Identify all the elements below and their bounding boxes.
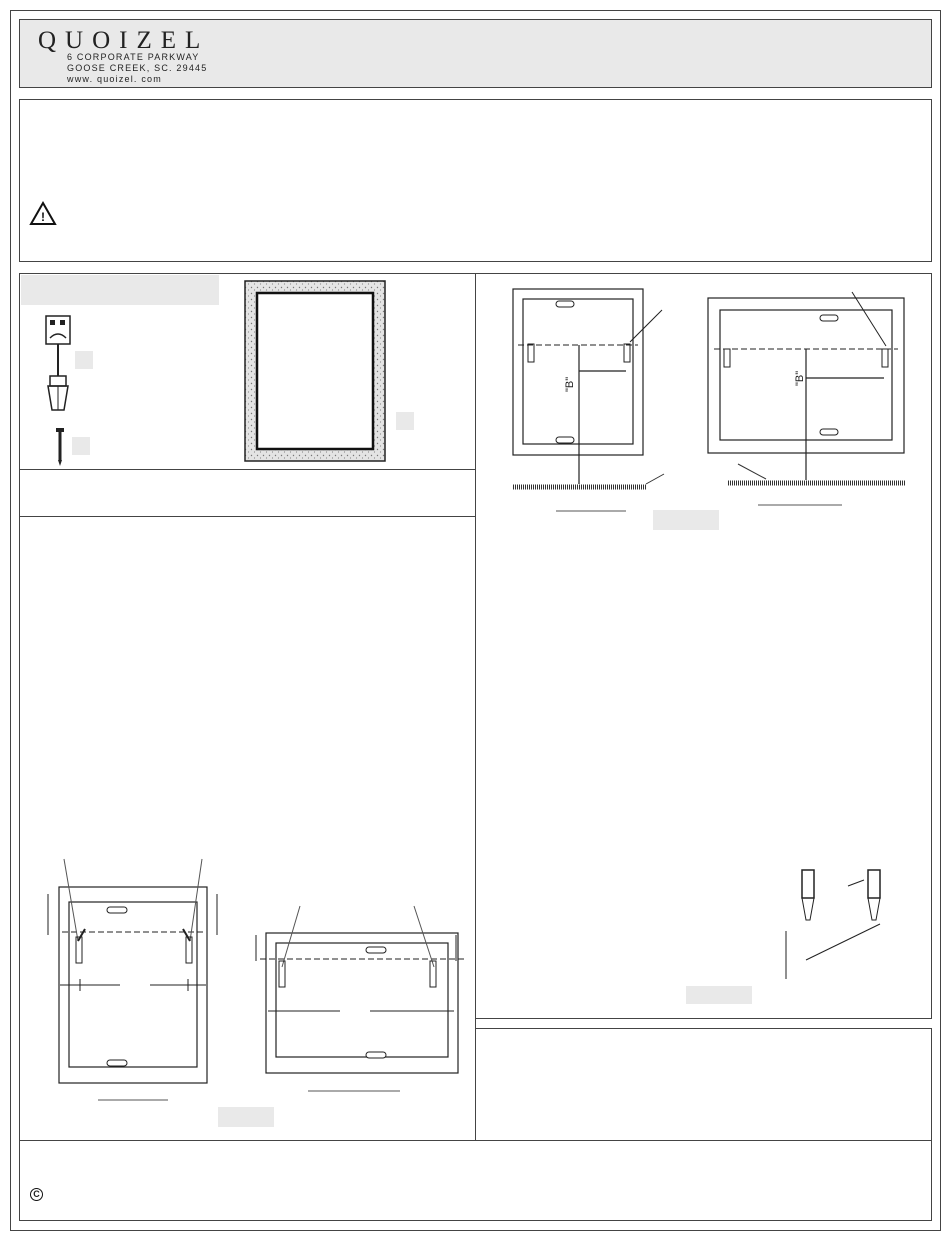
dimension-b-label-1: "B" xyxy=(564,376,576,392)
part-b-label xyxy=(72,437,90,455)
parts-title-bar xyxy=(21,275,219,305)
dimension-b-label-2: "B" xyxy=(794,370,806,386)
measurement-diagram-right xyxy=(476,274,933,1020)
header-panel xyxy=(19,19,932,88)
warning-panel xyxy=(19,99,932,262)
figure-1-label xyxy=(218,1107,274,1127)
copyright-icon xyxy=(30,1188,43,1201)
installation-panel-left xyxy=(19,516,476,1141)
address-block xyxy=(67,52,207,85)
figure-3-label xyxy=(686,986,752,1004)
screw-icon xyxy=(50,426,70,466)
address-line-1: 6 CORPORATE PARKWAY xyxy=(67,52,200,62)
warning-triangle-icon xyxy=(30,200,60,228)
copyright-symbol: C xyxy=(33,1189,40,1199)
installation-panel-right xyxy=(475,273,932,1019)
hanger-bracket-icon xyxy=(42,314,102,424)
website-link: www. quoizel. com xyxy=(67,74,162,84)
hanging-diagram-left xyxy=(20,517,477,1142)
svg-text:!: ! xyxy=(41,210,45,224)
figure-2-label xyxy=(653,510,719,530)
note-panel-right xyxy=(475,1028,932,1141)
part-c-label xyxy=(396,412,414,430)
parts-panel xyxy=(19,273,476,470)
footer-panel xyxy=(19,1140,932,1221)
part-a-label xyxy=(75,351,93,369)
address-line-2: GOOSE CREEK, SC. 29445 xyxy=(67,63,208,73)
brand-logo: QUOIZEL xyxy=(38,27,210,54)
mirror-frame-icon xyxy=(244,280,389,465)
note-panel xyxy=(19,469,476,517)
